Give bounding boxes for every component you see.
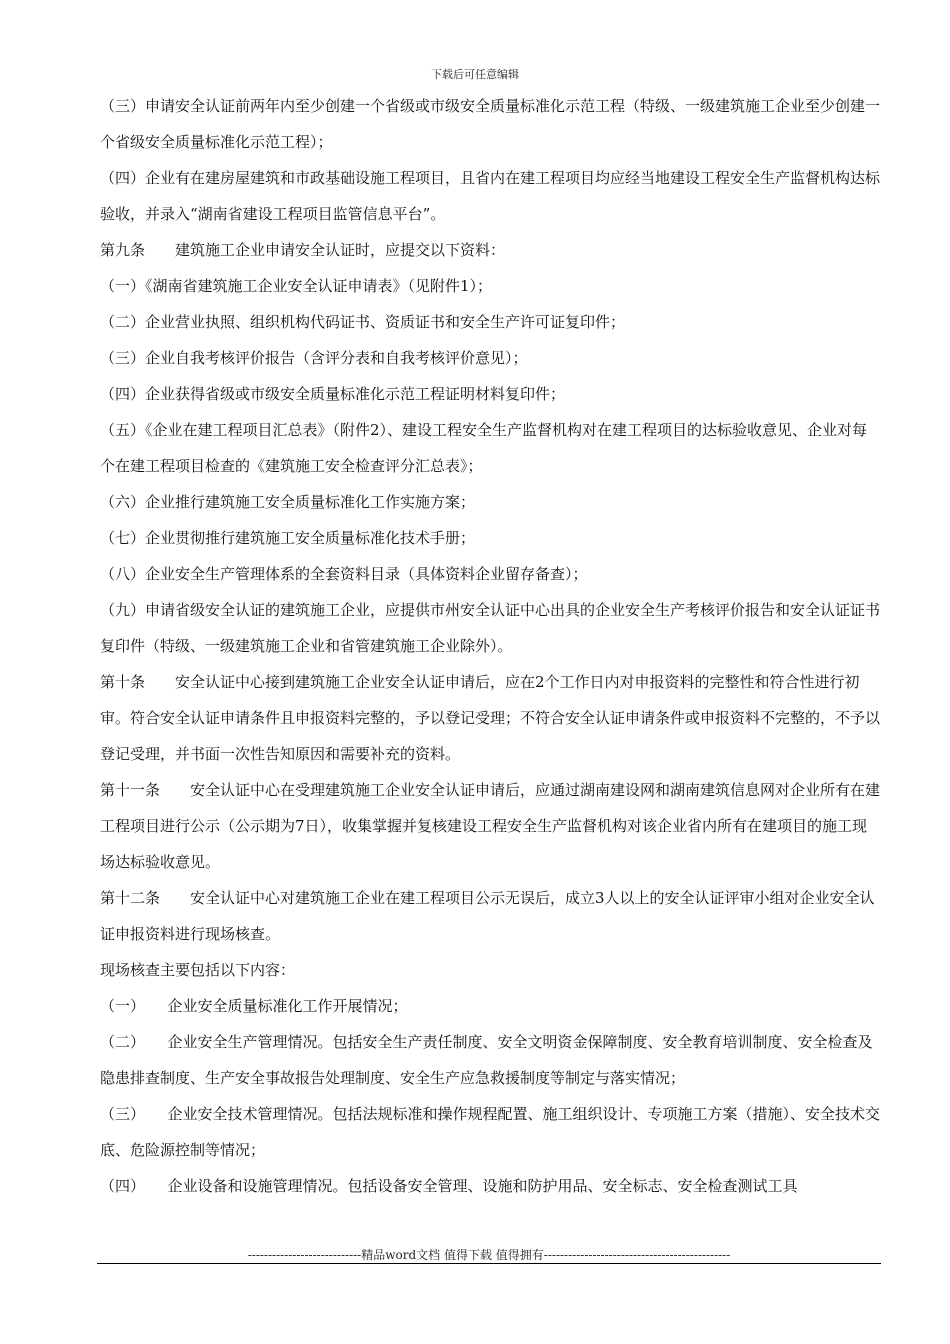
list-item: （八）企业安全生产管理体系的全套资料目录（具体资料企业留存备查）； [100,565,588,583]
paragraph: （四）企业有在建房屋建筑和市政基础设施工程项目，且省内在建工程项目均应经当地建设工程安全生产监督机构达标验收，并录入“湖南省建设工程项目监管信息平台”。 [100,169,881,223]
paragraph: 第十一条 安全认证中心在受理建筑施工企业安全认证申请后，应通过湖南建设网和湖南建筑信息网对企业所有在建工程项目进行公示（公示期为7日），收集掌握并复核建设工程安全生产监督机构对该企业省内所有在建项目的施工现场达标验收意见。 [100,781,881,871]
footer-divider [97,1263,881,1264]
paragraph: （三）申请安全认证前两年内至少创建一个省级或市级安全质量标准化示范工程（特级、一级建筑施工企业至少创建一个省级安全质量标准化示范工程）； [100,97,881,151]
list-item: （一）《湖南省建筑施工企业安全认证申请表》（见附件1）； [100,277,493,295]
article-heading: 第九条 建筑施工企业申请安全认证时，应提交以下资料： [100,241,506,259]
list-item: （四）企业获得省级或市级安全质量标准化示范工程证明材料复印件； [100,385,566,403]
page-header: 下载后可任意编辑 [431,68,519,81]
list-item: （一） 企业安全质量标准化工作开展情况； [100,997,408,1015]
list-item: （九）申请省级安全认证的建筑施工企业，应提供市州安全认证中心出具的企业安全生产考核评价报告和安全认证证书复印件（特级、一级建筑施工企业和省管建筑施工企业除外）。 [100,601,881,655]
list-item: （二）企业营业执照、组织机构代码证书、资质证书和安全生产许可证复印件； [100,313,626,331]
list-item: （三）企业自我考核评价报告（含评分表和自我考核评价意见）； [100,349,528,367]
list-item: （五）《企业在建工程项目汇总表》（附件2）、建设工程安全生产监督机构对在建工程项目的达标验收意见、企业对每个在建工程项目检查的《建筑施工安全检查评分汇总表》； [100,421,868,475]
paragraph: 现场核查主要包括以下内容： [100,961,296,979]
document-body [100,88,880,1204]
page-footer: ----------------------------精品word文档 值得下载 值得拥有---------------------------------------------- [247,1248,731,1262]
paragraph: 第十二条 安全认证中心对建筑施工企业在建工程项目公示无误后，成立3人以上的安全认证评审小组对企业安全认证申报资料进行现场核查。 [100,889,875,943]
list-item: （六）企业推行建筑施工安全质量标准化工作实施方案； [100,493,476,511]
list-item: （七）企业贯彻推行建筑施工安全质量标准化技术手册； [100,529,476,547]
list-item: （四） 企业设备和设施管理情况。包括设备安全管理、设施和防护用品、安全标志、安全检查测试工具 [100,1177,798,1195]
list-item: （三） 企业安全技术管理情况。包括法规标准和操作规程配置、施工组织设计、专项施工方案（措施）、安全技术交底、危险源控制等情况； [100,1105,881,1159]
list-item: （二） 企业安全生产管理情况。包括安全生产责任制度、安全文明资金保障制度、安全教育培训制度、安全检查及隐患排查制度、生产安全事故报告处理制度、安全生产应急救援制度等制定与落实情况； [100,1033,873,1087]
paragraph: 第十条 安全认证中心接到建筑施工企业安全认证申请后，应在2个工作日内对申报资料的完整性和符合性进行初审。符合安全认证申请条件且申报资料完整的，予以登记受理；不符合安全认证申请条件或申报资料不完整的，不予以登记受理，并书面一次性告知原因和需要补充的资料。 [100,673,881,763]
